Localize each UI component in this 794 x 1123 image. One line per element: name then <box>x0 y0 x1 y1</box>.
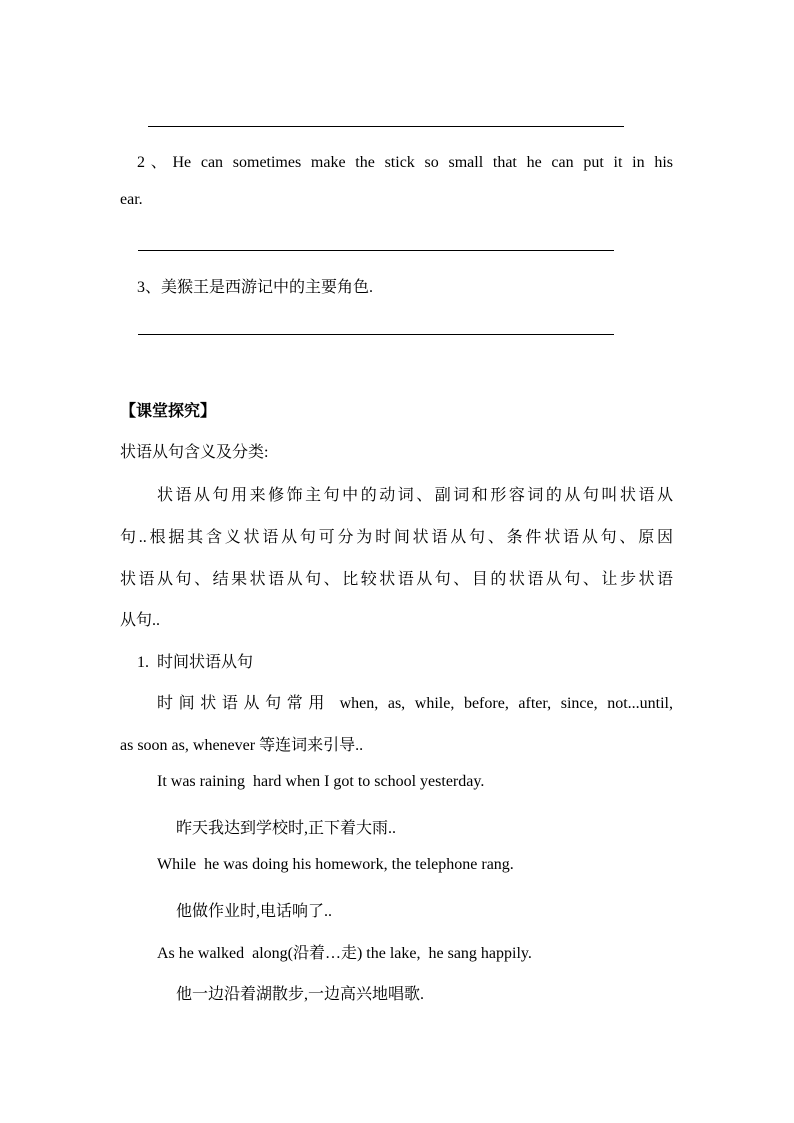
exercise-item-2-line-1: 2、He can sometimes make the stick so small that he can put it in his <box>137 154 673 171</box>
paragraph-line-1: 状语从句用来修饰主句中的动词、副词和形容词的从句叫状语从 <box>157 487 673 504</box>
time-clause-intro-line-1: 时间状语从句常用 when, as, while, before, after, since, not...until, <box>157 695 673 712</box>
example-2-english: While he was doing his homework, the telephone rang. <box>157 856 514 873</box>
example-3-english: As he walked along(沿着…走) the lake, he sang happily. <box>157 945 532 962</box>
example-1-chinese: 昨天我达到学校时,正下着大雨.. <box>176 820 397 837</box>
time-clause-intro-line-2: as soon as, whenever 等连词来引导.. <box>120 737 364 754</box>
paragraph-line-3: 状语从句、结果状语从句、比较状语从句、目的状语从句、让步状语 <box>120 571 673 588</box>
answer-line-3[interactable] <box>138 334 614 335</box>
exercise-item-2-line-2: ear. <box>120 191 143 208</box>
example-2-chinese: 他做作业时,电话响了.. <box>176 903 333 920</box>
example-3-chinese: 他一边沿着湖散步,一边高兴地唱歌. <box>176 986 425 1003</box>
answer-line-2[interactable] <box>138 250 614 251</box>
time-clause-title: 1. 时间状语从句 <box>137 654 254 671</box>
section-subheading: 状语从句含义及分类: <box>120 444 269 461</box>
exercise-item-3: 3、美猴王是西游记中的主要角色. <box>137 279 374 296</box>
paragraph-line-4: 从句.. <box>120 612 161 629</box>
answer-line-1[interactable] <box>148 126 624 127</box>
example-1-english: It was raining hard when I got to school yesterday. <box>157 773 485 790</box>
paragraph-line-2: 句..根据其含义状语从句可分为时间状语从句、条件状语从句、原因 <box>120 529 673 546</box>
section-heading: 【课堂探究】 <box>120 403 217 420</box>
